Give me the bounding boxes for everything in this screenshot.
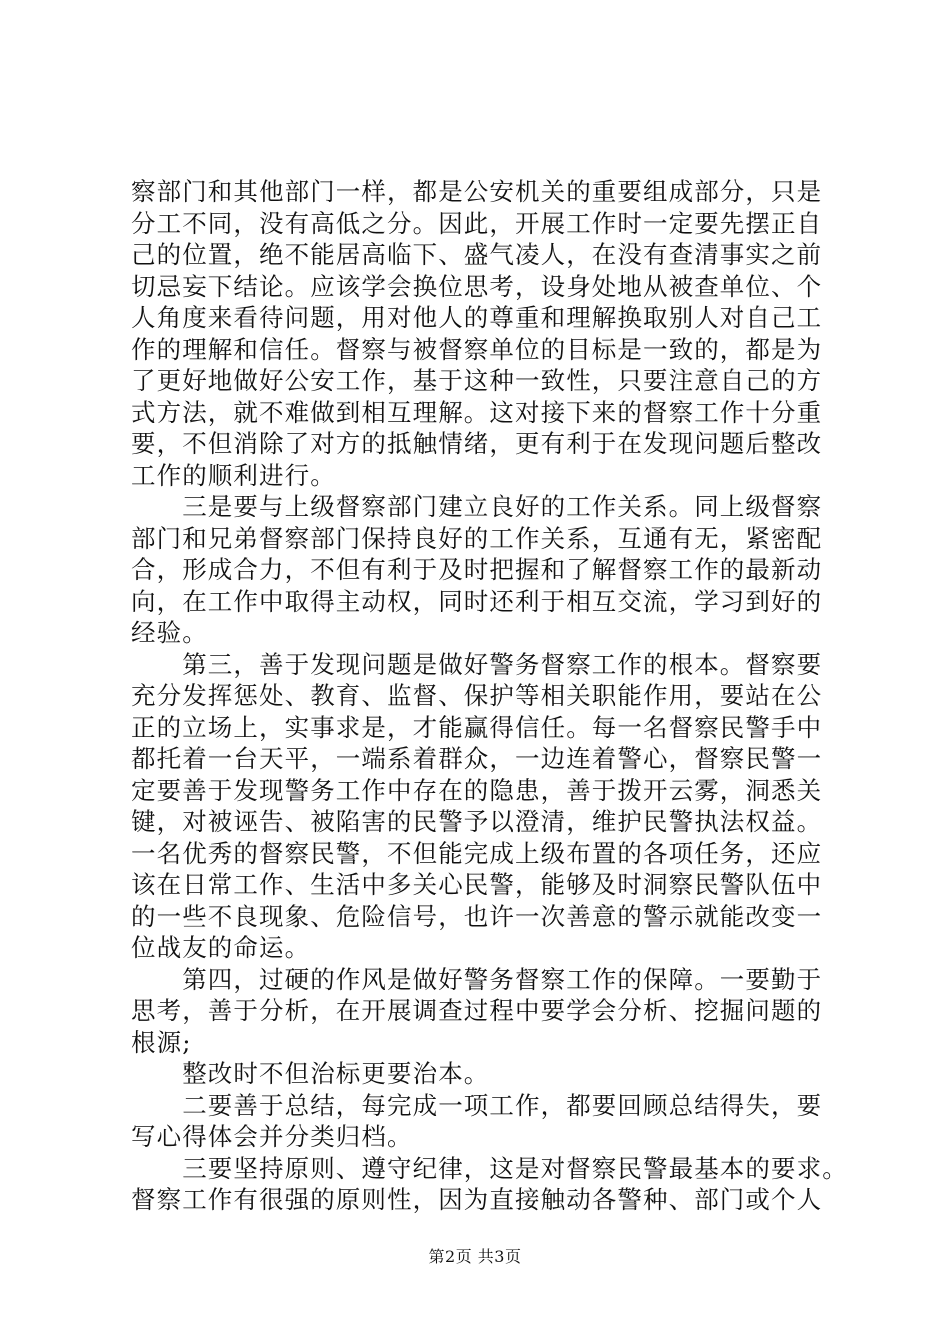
text-line: 位战友的命运。: [131, 933, 311, 962]
text-line: 第三，善于发现问题是做好警务督察工作的根本。督察要: [131, 649, 823, 679]
text-line: 定要善于发现警务工作中存在的隐患，善于拨开云雾，洞悉关: [131, 775, 823, 805]
text-line: 正的立场上，实事求是，才能赢得信任。每一名督察民警手中: [131, 712, 823, 742]
text-line: 整改时不但治标更要治本。: [131, 1059, 490, 1088]
text-line: 向，在工作中取得主动权，同时还利于相互交流，学习到好的: [131, 586, 823, 616]
body-text: [131, 176, 848, 1216]
text-line: 二要善于总结，每完成一项工作，都要回顾总结得失，要: [131, 1090, 823, 1120]
text-line: 部门和兄弟督察部门保持良好的工作关系，互通有无，紧密配: [131, 523, 823, 553]
text-line: 督察工作有很强的原则性，因为直接触动各警种、部门或个人: [131, 1185, 823, 1214]
text-line: 分工不同，没有高低之分。因此，开展工作时一定要先摆正自: [131, 208, 823, 238]
text-line: 切忌妄下结论。应该学会换位思考，设身处地从被查单位、个: [131, 271, 823, 301]
text-line: 人角度来看待问题，用对他人的尊重和理解换取别人对自己工: [131, 303, 823, 332]
text-line: 三是要与上级督察部门建立良好的工作关系。同上级督察: [131, 492, 823, 521]
text-line: 察部门和其他部门一样，都是公安机关的重要组成部分，只是: [131, 177, 823, 206]
text-line: 都托着一台天平，一端系着群众，一边连着警心，督察民警一: [131, 744, 823, 773]
text-line: 己的位置，绝不能居高临下、盛气凌人，在没有查清事实之前: [131, 240, 823, 269]
text-line: 根源;: [131, 1027, 192, 1057]
text-line: 的一些不良现象、危险信号，也许一次善意的警示就能改变一: [131, 901, 823, 931]
text-line: 一名优秀的督察民警，不但能完成上级布置的各项任务，还应: [131, 838, 823, 868]
text-line: 写心得体会并分类归档。: [131, 1122, 413, 1151]
page-footer: 第2页 共3页: [428, 1247, 522, 1266]
text-line: 合，形成合力，不但有利于及时把握和了解督察工作的最新动: [131, 555, 823, 584]
text-line: 了更好地做好公安工作，基于这种一致性，只要注意自己的方: [131, 366, 823, 395]
text-line: 键，对被诬告、被陷害的民警予以澄清，维护民警执法权益。: [131, 807, 823, 836]
text-line: 作的理解和信任。督察与被督察单位的目标是一致的，都是为: [131, 334, 823, 364]
text-line: 该在日常工作、生活中多关心民警，能够及时洞察民警队伍中: [131, 870, 823, 899]
text-line: 工作的顺利进行。: [131, 460, 336, 490]
text-line: 思考，善于分析，在开展调查过程中要学会分析、挖掘问题的: [131, 996, 823, 1025]
text-line: 式方法，就不难做到相互理解。这对接下来的督察工作十分重: [131, 397, 823, 427]
text-line: 经验。: [131, 618, 208, 647]
text-line: 充分发挥惩处、教育、监督、保护等相关职能作用，要站在公: [131, 681, 823, 710]
text-line: 三要坚持原则、遵守纪律，这是对督察民警最基本的要求。: [131, 1153, 848, 1183]
text-line: 要，不但消除了对方的抵触情绪，更有利于在发现问题后整改: [131, 429, 823, 458]
text-line: 第四，过硬的作风是做好警务督察工作的保障。一要勤于: [131, 964, 823, 994]
